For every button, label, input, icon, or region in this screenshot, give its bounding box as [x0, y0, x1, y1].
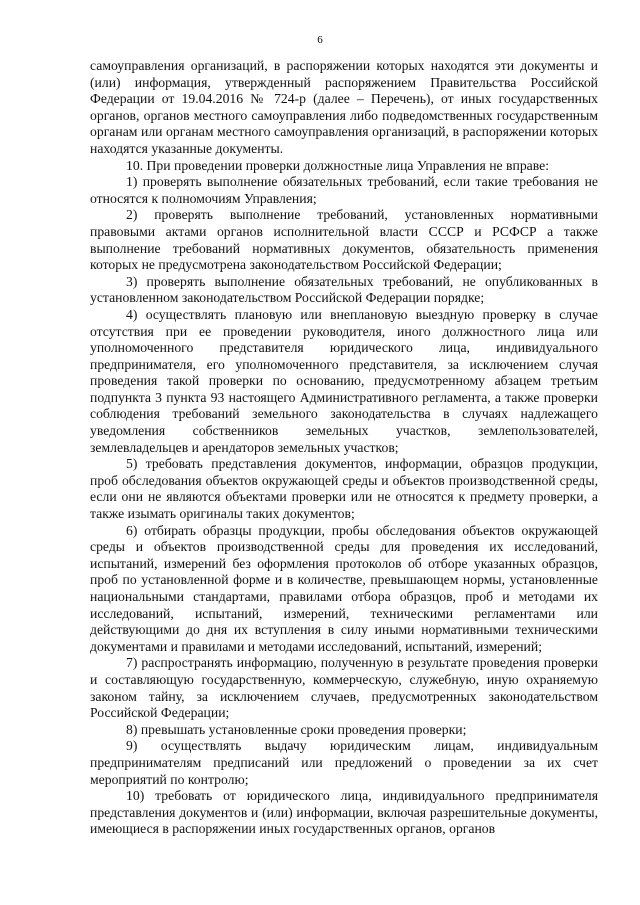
paragraph-subitem-3: 3) проверять выполнение обязательных требований, не опубликованных в установленном законодательством Российской Федерации порядке; — [90, 273, 598, 306]
paragraph-subitem-10: 10) требовать от юридического лица, индивидуального предпринимателя представления документов и (или) информации, включая разрешительные документы, имеющиеся в распоряжении иных государственных органов, органов — [90, 788, 598, 837]
paragraph-subitem-5: 5) требовать представления документов, информации, образцов продукции, проб обследования объектов окружающей среды и объектов производственной среды, если они не являются объектами проверки или не относятся к предмету проверки, а также изымать оригиналы таких документов; — [90, 456, 598, 522]
document-body — [90, 58, 598, 838]
paragraph-subitem-1: 1) проверять выполнение обязательных требований, если такие требования не относятся к полномочиям Управления; — [90, 174, 598, 206]
paragraph-subitem-2: 2) проверять выполнение требований, установленных нормативными правовыми актами органов исполнительной власти СССР и РСФСР а также выполнение требований нормативных документов, обязательность применения которых не предусмотрена законодательством Российской Федерации; — [90, 207, 598, 273]
paragraph-subitem-8: 8) превышать установленные сроки проведения проверки; — [126, 721, 467, 737]
paragraph-subitem-4: 4) осуществлять плановую или внеплановую выездную проверку в случае отсутствия при ее проведении руководителя, иного должностного лица или уполномоченного представителя юридического лица, индивидуального предпринимателя, его уполномоченного представителя, за исключением случая проведения такой проверки по основанию, предусмотренному абзацем третьим подпункта 3 пункта 93 настоящего Административного регламента, а также проверки соблюдения требований земельного законодательства в случаях надлежащего уведомления собственников земельных участков, землепользователей, землевладельцев и арендаторов земельных участков; — [90, 306, 598, 455]
page-number: 6 — [317, 34, 323, 46]
paragraph-subitem-6: 6) отбирать образцы продукции, пробы обследования объектов окружающей среды и объектов производственной среды для проведения их исследований, испытаний, измерений без оформления протоколов об отборе указанных образцов, проб по установленной форме и в количестве, превышающем нормы, установленные национальными стандартами, правилами отбора образцов, проб и методами их исследований, испытаний, измерений, техническими регламентами или действующими до дня их вступления в силу иными нормативными техническими документами и правилами и методами исследований, испытаний, измерений; — [90, 522, 598, 654]
paragraph-intro: самоуправления организаций, в распоряжении которых находятся эти документы и (или) информация, утвержденный распоряжением Правительства Российской Федерации от 19.04.2016 № 724-р (далее – Перечень), от иных государственных органов, органов местного самоуправления либо подведомственных государственным органам или органам местного самоуправления организаций, в распоряжении которых находятся указанные документы. — [90, 58, 598, 156]
paragraph-item-10-heading: 10. При проведении проверки должностные лица Управления не вправе: — [126, 157, 549, 173]
paragraph-subitem-9: 9) осуществлять выдачу юридическим лицам, индивидуальным предпринимателям предписаний или предложений о проведении за их счет мероприятий по контролю; — [90, 738, 598, 787]
paragraph-subitem-7: 7) распространять информацию, полученную в результате проведения проверки и составляющую государственную, коммерческую, служебную, иную охраняемую законом тайну, за исключением случаев, предусмотренных законодательством Российской Федерации; — [90, 655, 598, 721]
